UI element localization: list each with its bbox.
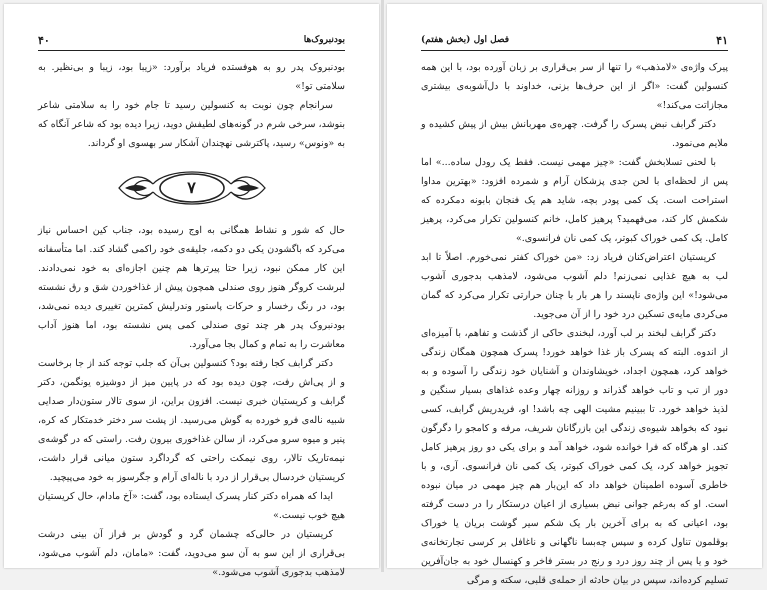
ornament-number: ۷ — [187, 177, 196, 197]
left-page-header — [38, 34, 345, 51]
right-page-number: ۴۱ — [716, 34, 728, 47]
paragraph: بودنبروک پدر رو به هوفستده فریاد برآورد: «زیبا بود، زیبا و بی‌نظیر. به سلامتی تو!» — [38, 62, 345, 92]
paragraph: پیرک واژه‌ی «لامذهب» را تنها از سر بی‌قراری بر زبان آورده بود، با این همه کنسولین گفت: «اگر از این حرف‌ها بزنی، خداوند با دل‌آشوبه‌ی بیشتری مجازاتت می‌کند!» — [421, 62, 728, 111]
paragraph: کریستیان در حالی‌که چشمان گرد و گودش بر فراز آن بینی درشت بی‌قراری از این سو به آن سو می‌دوید، گفت: «مامان، دلم آشوب می‌شود، لامذهب بدجوری آشوب می‌شود.» — [38, 529, 345, 578]
section-ornament — [38, 159, 345, 217]
right-running-title: فصل اول (بخش هفتم) — [421, 35, 510, 45]
paragraph: حال که شور و نشاط همگانی به اوج رسیده بود، جناب کین احساس نیاز می‌کرد که باگشودن یکی دو دکمه، جلیقه‌ی خود راکمی گشاد کند. اما متأسفانه این کار ممکن نبود، زیرا حتا پیرترها هم چنین اجازه‌ای به خود نمی‌دادند. لبرشت کروگر هنوز روی صندلی همچون پیش از غذاخوردن شق و رق نشسته بود، در رنگ رخسار و حرکات پاستور وندرلیش کمترین تغییری دیده نمی‌شد، بودنبروک پدر هر چند توی صندلی کمی پس نشسته بود، اما هنوز آداب معاشرت را به تمام و کمال بجا می‌آورد. — [38, 225, 345, 350]
paragraph: دکتر گرابف نبض پسرک را گرفت. چهره‌ی مهربانش بیش از پیش کشیده و ملایم می‌نمود. — [421, 119, 728, 149]
paragraph: دکتر گرابف کجا رفته بود؟ کنسولین بی‌آن که جلب توجه کند از جا برخاست و از پی‌اش رفت، چون دیده بود که در پایین میز از دوشیزه یونگمن، دکتر گرابف و کریستیان خبری نیست. افزون براین، از سوی تالار ستون‌دار صدایی شبیه ناله‌ی فرو خورده به گوش می‌رسید. از پشت سر دختر خدمتکار که کره، پنیر و میوه سرو می‌کرد، از سالن غذاخوری بیرون رفت. راستی که در گوشه‌ی نیمه‌تاریک تالار، روی نیمکت راحتی که گرداگرد ستون میانی قرار داشت، کریستیان خردسال بی‌قرار از درد با ناله‌ای آرام و جگرسوز به خود می‌پیچید. — [38, 358, 345, 483]
left-running-title: بودنبروک‌ها — [303, 35, 345, 45]
left-page — [4, 4, 379, 578]
book-gutter — [381, 0, 384, 572]
left-page-body — [38, 58, 345, 578]
paragraph: با لحنی تسلابخش گفت: «چیز مهمی نیست. فقط یک رودل ساده...» اما پس از لحظه‌ای با لحن جدی پزشکان آرام و شمرده افزود: «بهترین مداوا استراحت است. یک کمی پودر بچه، شاید هم یک فنجان بابونه دمکرده که شکمش کار کند، می‌فهمید؟ پرهیز کامل، خانم کنسولین تکرار می‌کرد، پرهیز کامل. یک کمی خوراک کبوتر، یک کمی نان فرانسوی.» — [421, 157, 728, 244]
right-page-body — [421, 58, 728, 586]
paragraph: دکتر گرابف لبخند بر لب آورد، لبخندی حاکی از گذشت و تفاهم، با آمیزه‌ای از اندوه. البته که پسرک باز غذا خواهد خورد! پسرک همچون همگان زندگی خواهد کرد، همچون اجداد، خویشاوندان و آشنایان خود زندگی را آسوده و به دور از تب و تاب خواهد گذراند و روزانه چهار وعده غذاهای بسیار سنگین و لذیذ خواهد خورد. تا ببینیم مشیت الهی چه باشد! او، فریدریش گرابف، کسی نبود که بخواهد شیوه‌ی زندگی این بازرگانان شریف، مرفه و کامجو را دگرگون کند. او هرگاه که فرا خوانده شود، خواهد آمد و برای یکی دو روز پرهیز کامل تجویز خواهد کرد، یک کمی خوراک کبوتر، یک کمی نان فرانسوی. آری، و با خاطری آسوده اطمینان خواهد داد که این‌بار هم چیز مهمی در میان نبوده است. او که به‌رغم جوانی نبض بسیاری از اعیان درستکار را در دست گرفته بود، اعیانی که به برای آخرین بار یک شکم سیر گوشت بریان یا خوراک بوقلمون تناول کرده و سپس چه‌بسا ناگهانی و ناغافل بر کرسی تجارتخانه‌ی خود و یا پس از چند روز درد و رنج در بستر فاخر و کهنسال خود به جان‌آفرین تسلیم کرده‌اند، سپس در بیان حادثه از حمله‌ی قلبی، سکته و مرگی — [421, 328, 728, 586]
right-page-header — [421, 34, 728, 51]
paragraph: کریستیان اعتراض‌کنان فریاد زد: «من خوراک کفتر نمی‌خورم. اصلاً تا ابد لب به هیچ غذایی نمی‌زنم! دلم آشوب می‌شود، لامذهب بدجوری آشوب می‌شود!» این واژه‌ی ناپسند را هر بار با چنان حرارتی تکرار می‌کرد که گمان می‌کردی مایه‌ی تسکین درد خود را از آن می‌جوید. — [421, 252, 728, 320]
paragraph: سرانجام چون نوبت به کنسولین رسید تا جام خود را به سلامتی شاعر بنوشد، سرخی شرم در گونه‌های لطیفش دوید، زیرا دیده بود که شاعر آنگاه که به «ونوس» رسید، پاکترشی نهچندان آشکار سر بهسوی او گرداند. — [38, 100, 345, 149]
left-page-number: ۴۰ — [38, 34, 50, 47]
paragraph: ایدا که همراه دکتر کنار پسرک ایستاده بود، گفت: «آخ مادام، حال کریستیان هیچ خوب نیست.» — [38, 491, 345, 521]
right-page — [387, 4, 762, 586]
